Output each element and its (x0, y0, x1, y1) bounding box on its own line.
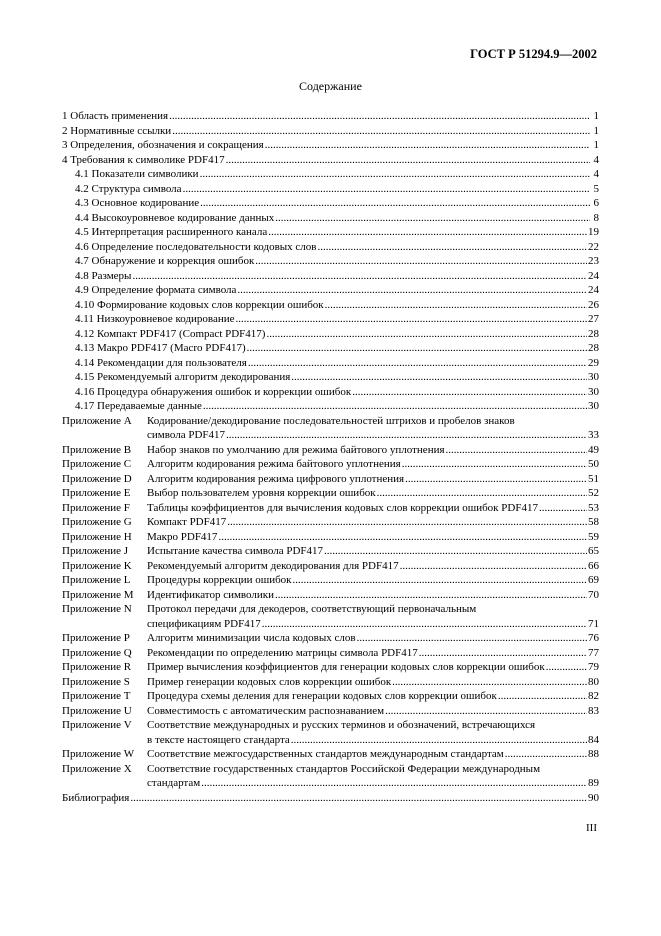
toc-entry-title: 4.10 Формирование кодовых слов коррекции ошибок (75, 298, 324, 311)
toc-entry (62, 385, 599, 400)
dot-leader (268, 225, 587, 240)
dot-leader (226, 153, 590, 168)
toc-entry (62, 254, 599, 269)
toc-entry-page: 33 (588, 429, 599, 441)
toc-entry-title: 4.3 Основное кодирование (75, 197, 200, 209)
toc-entry (62, 269, 599, 284)
dot-leader (132, 269, 587, 284)
toc-entry-page: 50 (588, 458, 599, 470)
appendix-title-line: Рекомендуемый алгоритм декодирования для PDF417 (147, 559, 399, 572)
toc-entry-page: 84 (588, 733, 599, 746)
toc-entry-title: 4.9 Определение формата символа (75, 284, 237, 296)
dot-leader (400, 559, 587, 574)
appendix-body (147, 602, 599, 631)
toc-entry-page: 77 (588, 646, 599, 659)
appendix-title-line: Процедуры коррекции ошибок (147, 574, 292, 586)
appendix-label: Приложение J (62, 545, 129, 557)
appendix-body (147, 559, 599, 574)
dot-leader (218, 530, 587, 545)
toc-entry-page: 83 (588, 704, 599, 717)
dot-leader (293, 573, 587, 588)
toc-entry-page: 24 (588, 284, 599, 296)
toc-entry-page: 30 (588, 385, 599, 398)
appendix-body (147, 660, 599, 675)
appendix-body (147, 704, 599, 719)
dot-leader (546, 660, 587, 675)
appendix-label: Приложение R (62, 661, 132, 673)
appendix-label: Приложение X (62, 762, 132, 775)
appendix-label: Приложение K (62, 559, 132, 572)
toc-entry-title: 4.1 Показатели символики (75, 168, 199, 180)
appendix-line (147, 733, 599, 748)
toc-entry-page: 23 (588, 255, 599, 267)
toc-entry-page: 1 (593, 110, 599, 122)
dot-leader (385, 704, 587, 719)
toc-entry-page: 27 (588, 313, 599, 325)
appendix-title-line: символа PDF417 (147, 429, 226, 441)
appendix-line (147, 515, 599, 530)
dot-leader (265, 138, 590, 153)
appendix-body (147, 573, 599, 588)
appendix-body (147, 515, 599, 530)
toc-appendix-entry (62, 588, 599, 603)
appendix-line (147, 573, 599, 588)
toc-entry-page: 49 (588, 443, 599, 456)
dot-leader (291, 733, 587, 748)
toc-entry-page: 29 (588, 356, 599, 369)
toc-appendix-entry (62, 704, 599, 719)
toc-appendix-entry (62, 573, 599, 588)
appendix-title-line: Кодирование/декодирование последовательностей штрихов и пробелов знаков (147, 414, 515, 427)
toc-entry (62, 225, 599, 240)
dot-leader (539, 501, 587, 516)
dot-leader (446, 443, 587, 458)
dot-leader (402, 457, 587, 472)
toc-entry (62, 182, 599, 197)
toc-entry-page: 1 (593, 124, 599, 137)
appendix-line (147, 675, 599, 690)
appendix-line (147, 472, 599, 487)
toc-appendix-entry (62, 457, 599, 472)
appendix-title-line: Процедура схемы деления для генерации кодовых слов коррекции ошибок (147, 690, 497, 702)
appendix-line (147, 559, 599, 574)
appendix-line (147, 530, 599, 545)
appendix-line (147, 414, 599, 429)
appendix-body (147, 414, 599, 443)
appendix-title-line: Совместимость с автоматическим распознаванием (147, 704, 385, 717)
dot-leader (200, 167, 590, 182)
toc-entry-title: 2 Нормативные ссылки (62, 124, 172, 137)
appendix-body (147, 588, 599, 603)
appendix-title-line: Идентификатор символики (147, 588, 275, 601)
dot-leader (275, 588, 587, 603)
toc-entry (62, 356, 599, 371)
toc-entry-title: 4.16 Процедура обнаружения ошибок и коррекции ошибок (75, 385, 352, 398)
toc-entry-title: 4.14 Рекомендации для пользователя (75, 356, 247, 369)
appendix-title-line: стандартам (147, 777, 201, 789)
toc-appendix-entry (62, 602, 599, 631)
dot-leader (505, 747, 587, 762)
toc-entry-page: 51 (588, 472, 599, 485)
dot-leader (317, 240, 587, 255)
appendix-label: Приложение E (62, 487, 131, 499)
toc-appendix-entry (62, 443, 599, 458)
appendix-title-line: Протокол передачи для декодеров, соответствующий первоначальным (147, 603, 477, 615)
dot-leader (352, 385, 587, 400)
toc-entry-page: 22 (588, 240, 599, 253)
appendix-line (147, 588, 599, 603)
appendix-title-line: Выбор пользователем уровня коррекции ошибок (147, 487, 376, 499)
toc-entry-title: 3 Определения, обозначения и сокращения (62, 139, 264, 151)
toc-appendix-entry (62, 544, 599, 559)
toc-entry-page: 71 (588, 617, 599, 630)
appendix-line (147, 544, 599, 559)
toc-appendix-entry (62, 414, 599, 443)
dot-leader (247, 341, 587, 356)
appendix-body (147, 457, 599, 472)
toc-appendix-entry (62, 515, 599, 530)
toc-entry-page: 28 (588, 327, 599, 340)
toc-entry-title: 4.2 Структура символа (75, 182, 182, 195)
appendix-label: Приложение T (62, 690, 131, 702)
appendix-body (147, 675, 599, 690)
toc-entry-page: 8 (593, 211, 599, 224)
appendix-body (147, 762, 599, 791)
dot-leader (201, 776, 587, 791)
dot-leader (183, 182, 590, 197)
toc-entry-page: 4 (593, 153, 599, 166)
dot-leader (324, 544, 587, 559)
appendix-line (147, 617, 599, 632)
appendix-label: Приложение D (62, 472, 132, 485)
toc-entry (62, 211, 599, 226)
appendix-label: Приложение A (62, 414, 132, 427)
toc-entry-page: 28 (588, 342, 599, 354)
appendix-label: Приложение G (62, 516, 132, 528)
appendix-title-line: в тексте настоящего стандарта (147, 733, 290, 746)
toc-entry (62, 298, 599, 313)
toc-appendix-entry (62, 631, 599, 646)
appendix-body (147, 501, 599, 516)
toc-entry-page: 89 (588, 777, 599, 789)
toc-appendix-entry (62, 501, 599, 516)
appendix-label: Приложение M (62, 588, 134, 601)
appendix-line (147, 776, 599, 791)
toc-appendix-entry (62, 559, 599, 574)
toc-entry-page: 30 (588, 371, 599, 383)
dot-leader (169, 109, 590, 124)
toc-appendix-entry (62, 689, 599, 704)
toc-entry-page: 19 (588, 226, 599, 238)
toc-entry (62, 196, 599, 211)
toc-entry-page: 58 (588, 516, 599, 528)
appendix-title-line: Таблицы коэффициентов для вычисления кодовых слов коррекции ошибок PDF417 (147, 501, 538, 514)
appendix-title-line: Алгоритм минимизации числа кодовых слов (147, 632, 356, 644)
dot-leader (357, 631, 587, 646)
appendix-line (147, 704, 599, 719)
appendix-line (147, 428, 599, 443)
appendix-label: Приложение F (62, 501, 130, 514)
toc-entry-page: 69 (588, 574, 599, 586)
dot-leader (266, 327, 587, 342)
toc-entry (62, 327, 599, 342)
appendix-label: Приложение U (62, 704, 132, 717)
dot-leader (200, 196, 590, 211)
appendix-label: Приложение H (62, 530, 132, 543)
toc-entry-page: 6 (593, 197, 599, 209)
toc-entry-page: 5 (593, 182, 599, 195)
toc-bibliography-entry (62, 791, 599, 806)
appendix-body (147, 472, 599, 487)
toc-entry-page: 65 (588, 545, 599, 557)
appendix-body (147, 544, 599, 559)
dot-leader (203, 399, 587, 414)
table-of-contents (62, 109, 599, 805)
appendix-title-line: спецификациям PDF417 (147, 617, 261, 630)
appendix-title-line: Испытание качества символа PDF417 (147, 545, 324, 557)
toc-entry-title: 4.13 Макро PDF417 (Macro PDF417) (75, 342, 246, 354)
toc-appendix-entry (62, 660, 599, 675)
toc-entry-page: 66 (588, 559, 599, 572)
toc-appendix-entry (62, 472, 599, 487)
toc-appendix-entry (62, 530, 599, 545)
dot-leader (275, 211, 590, 226)
appendix-title-line: Алгоритм кодирования режима цифрового уплотнения (147, 472, 405, 485)
toc-entry (62, 399, 599, 414)
dot-leader (498, 689, 587, 704)
toc-entry-title: 4.4 Высокоуровневое кодирование данных (75, 211, 275, 224)
appendix-title-line: Пример вычисления коэффициентов для генерации кодовых слов коррекции ошибок (147, 661, 545, 673)
dot-leader (392, 675, 587, 690)
dot-leader (419, 646, 587, 661)
toc-entry-title: 4.6 Определение последовательности кодовых слов (75, 240, 317, 253)
toc-appendix-entry (62, 675, 599, 690)
appendix-title-line: Соответствие государственных стандартов Российской Федерации международным (147, 762, 541, 775)
dot-leader (226, 428, 587, 443)
appendix-label: Приложение V (62, 719, 132, 731)
toc-entry (62, 109, 599, 124)
dot-leader (248, 356, 587, 371)
appendix-title-line: Рекомендации по определению матрицы символа PDF417 (147, 646, 418, 659)
appendix-label: Приложение N (62, 603, 132, 615)
toc-entry (62, 370, 599, 385)
appendix-line (147, 457, 599, 472)
appendix-label: Приложение W (62, 748, 135, 760)
appendix-line (147, 501, 599, 516)
document-header: ГОСТ Р 51294.9—2002 (470, 47, 597, 61)
dot-leader (325, 298, 587, 313)
toc-entry-title: 4.11 Низкоуровневое кодирование (75, 313, 235, 325)
toc-entry-page: 82 (588, 690, 599, 702)
appendix-title-line: Пример генерации кодовых слов коррекции ошибок (147, 675, 392, 688)
dot-leader (227, 515, 587, 530)
appendix-body (147, 689, 599, 704)
toc-entry-title: 1 Область применения (62, 110, 169, 122)
toc-entry-page: 30 (588, 400, 599, 412)
toc-entry-title: 4.17 Передаваемые данные (75, 400, 202, 412)
appendix-body (147, 747, 599, 762)
page-number: III (586, 822, 597, 834)
toc-entry-page: 80 (588, 675, 599, 688)
appendix-label: Приложение B (62, 443, 132, 456)
appendix-line (147, 689, 599, 704)
toc-entry-page: 53 (588, 501, 599, 514)
dot-leader (172, 124, 590, 139)
toc-appendix-entry (62, 747, 599, 762)
dot-leader (255, 254, 587, 269)
appendix-label: Приложение P (62, 632, 130, 644)
toc-entry-title: 4.15 Рекомендуемый алгоритм декодирования (75, 371, 291, 383)
toc-title: Содержание (299, 79, 362, 93)
toc-entry-title: 4.5 Интерпретация расширенного канала (75, 226, 268, 238)
toc-entry (62, 283, 599, 298)
toc-entry (62, 124, 599, 139)
toc-entry-page: 90 (588, 791, 599, 804)
appendix-body (147, 486, 599, 501)
appendix-body (147, 631, 599, 646)
toc-appendix-entry (62, 718, 599, 747)
appendix-line (147, 631, 599, 646)
toc-entry-page: 79 (588, 661, 599, 673)
appendix-line (147, 646, 599, 661)
toc-entry-title: 4 Требования к символике PDF417 (62, 153, 225, 166)
toc-entry (62, 341, 599, 356)
dot-leader (262, 617, 587, 632)
appendix-body (147, 646, 599, 661)
appendix-body (147, 718, 599, 747)
appendix-line (147, 443, 599, 458)
toc-entry (62, 167, 599, 182)
toc-entry-page: 88 (588, 748, 599, 760)
toc-entry-page: 52 (588, 487, 599, 499)
toc-entry-title: 4.12 Компакт PDF417 (Compact PDF417) (75, 327, 266, 340)
toc-entry-page: 4 (593, 168, 599, 180)
appendix-line (147, 762, 599, 777)
appendix-body (147, 443, 599, 458)
appendix-label: Приложение L (62, 574, 131, 586)
dot-leader (237, 283, 587, 298)
appendix-label: Приложение S (62, 675, 130, 688)
appendix-line (147, 660, 599, 675)
dot-leader (236, 312, 587, 327)
appendix-label: Приложение C (62, 458, 132, 470)
toc-entry (62, 138, 599, 153)
toc-entry (62, 312, 599, 327)
toc-appendix-entry (62, 646, 599, 661)
dot-leader (291, 370, 587, 385)
appendix-line (147, 486, 599, 501)
appendix-title-line: Компакт PDF417 (147, 516, 227, 528)
toc-entry-page: 70 (588, 588, 599, 601)
appendix-line (147, 602, 599, 617)
appendix-title-line: Макро PDF417 (147, 530, 218, 543)
appendix-line (147, 747, 599, 762)
toc-entry-page: 1 (593, 139, 599, 151)
toc-entry (62, 153, 599, 168)
toc-entry-title: 4.8 Размеры (75, 269, 132, 282)
toc-entry-page: 26 (588, 298, 599, 311)
toc-entry-page: 76 (588, 632, 599, 644)
toc-entry (62, 240, 599, 255)
appendix-title-line: Соответствие международных и русских терминов и обозначений, встречающихся (147, 719, 536, 731)
appendix-title-line: Набор знаков по умолчанию для режима байтового уплотнения (147, 443, 445, 456)
dot-leader (377, 486, 587, 501)
toc-entry-title: 4.7 Обнаружение и коррекция ошибок (75, 255, 255, 267)
bibliography-title: Библиография (62, 791, 130, 804)
toc-entry-page: 59 (588, 530, 599, 543)
appendix-title-line: Соответствие межгосударственных стандартов международным стандартам (147, 748, 504, 760)
toc-appendix-entry (62, 762, 599, 791)
dot-leader (405, 472, 587, 487)
appendix-label: Приложение Q (62, 646, 132, 659)
appendix-body (147, 530, 599, 545)
dot-leader (130, 791, 587, 806)
toc-appendix-entry (62, 486, 599, 501)
appendix-title-line: Алгоритм кодирования режима байтового уплотнения (147, 458, 401, 470)
toc-entry-page: 24 (588, 269, 599, 282)
appendix-line (147, 718, 599, 733)
